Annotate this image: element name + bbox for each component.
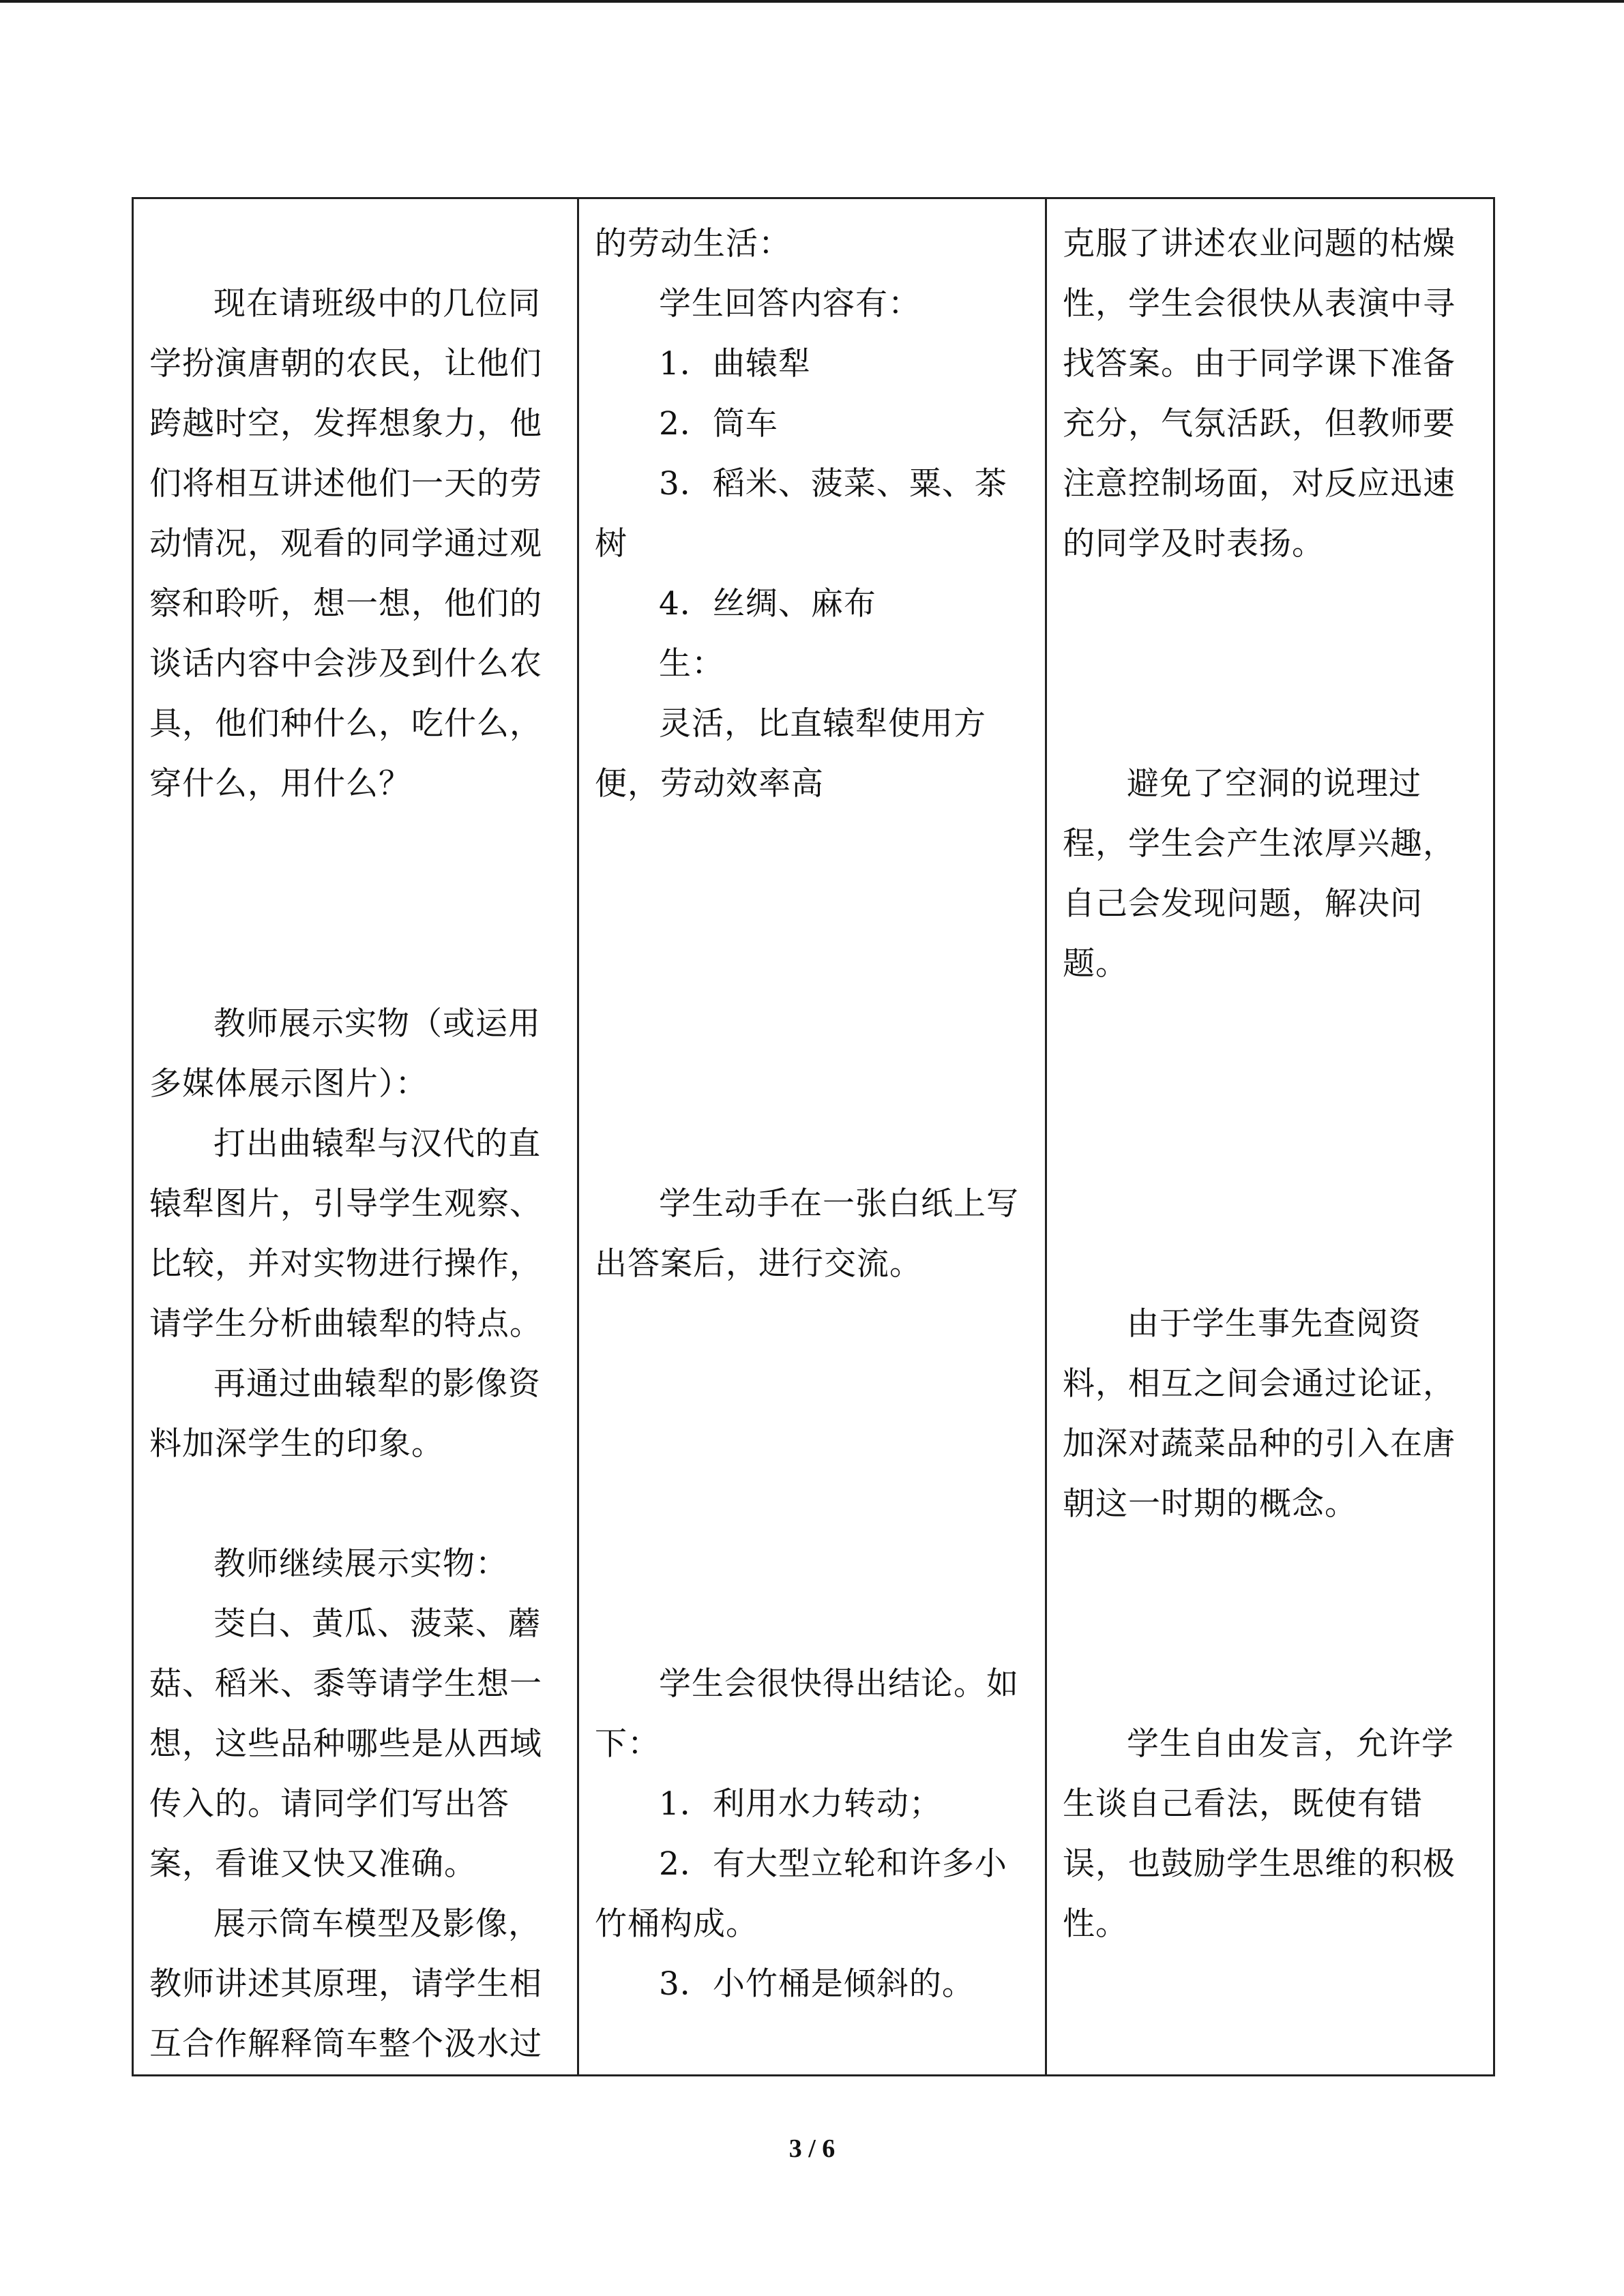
blank-line (1063, 1234, 1481, 1294)
text-line: 竹桶构成。 (595, 1905, 758, 1943)
text-line: 2．有大型立轮和许多小 (659, 1845, 1007, 1883)
text-line: 1．利用水力转动； (659, 1785, 942, 1823)
blank-line (149, 934, 565, 994)
text-line: 加深对蔬菜品种的引入在唐 (1063, 1425, 1456, 1463)
text-line: 跨越时空，发挥想象力，他 (149, 405, 542, 443)
top-border-line (0, 0, 1624, 3)
text-line: 误，也鼓励学生思维的积极 (1063, 1845, 1456, 1883)
blank-line (1063, 1654, 1481, 1714)
text-line: 学生动手在一张白纸上写 (659, 1185, 1019, 1223)
blank-line (595, 994, 1033, 1054)
table-row (133, 198, 1494, 2076)
text-line: 传入的。请同学们写出答 (149, 1785, 510, 1823)
blank-line (1063, 694, 1481, 754)
text-line: 具，他们种什么，吃什么， (149, 705, 542, 743)
text-line: 学生会很快得出结论。如 (659, 1665, 1019, 1703)
blank-line (1063, 994, 1481, 1054)
text-line: 学扮演唐朝的农民，让他们 (149, 345, 542, 383)
text-line: 题。 (1063, 945, 1128, 983)
teacher-activity-cell (133, 198, 578, 2076)
blank-line (595, 1294, 1033, 1354)
text-line: 克服了讲述农业问题的枯燥 (1063, 225, 1456, 263)
text-line: 想，这些品种哪些是从西域 (149, 1725, 542, 1763)
text-line: 充分，气氛活跃，但教师要 (1063, 405, 1456, 443)
blank-line (1063, 1054, 1481, 1114)
blank-line (595, 814, 1033, 874)
text-line: 程，学生会产生浓厚兴趣， (1063, 825, 1456, 863)
text-line: 菇、稻米、黍等请学生想一 (149, 1665, 542, 1703)
design-intent-text (1047, 199, 1493, 1954)
blank-line (595, 1534, 1033, 1594)
student-activity-text (579, 199, 1045, 2014)
blank-line (1063, 574, 1481, 634)
student-activity-cell (578, 198, 1046, 2076)
text-line: 3．稻米、菠菜、粟、茶 (659, 465, 1007, 503)
text-line: 多媒体展示图片）： (149, 1065, 428, 1103)
blank-line (595, 1414, 1033, 1474)
page-number: 3 / 6 (788, 2134, 836, 2163)
text-line: 互合作解释筒车整个汲水过 (149, 2025, 542, 2063)
text-line: 案，看谁又快又准确。 (149, 1845, 477, 1883)
text-line: 教师继续展示实物： (213, 1545, 508, 1583)
text-line: 谈话内容中会涉及到什么农 (149, 645, 542, 683)
text-line: 2．筒车 (659, 405, 778, 443)
text-line: 的劳动生活： (595, 225, 791, 263)
text-line: 避免了空洞的说理过 (1127, 765, 1421, 803)
text-line: 穿什么，用什么？ (149, 765, 411, 803)
blank-line (595, 1594, 1033, 1654)
design-intent-cell (1046, 198, 1494, 2076)
text-line: 由于学生事先查阅资 (1127, 1305, 1421, 1343)
text-line: 3．小竹桶是倾斜的。 (659, 1965, 975, 2003)
text-line: 再通过曲辕犁的影像资 (213, 1365, 541, 1403)
text-line: 树 (595, 525, 628, 563)
text-line: 便，劳动效率高 (595, 765, 824, 803)
text-line: 性。 (1063, 1905, 1128, 1943)
text-line: 们将相互讲述他们一天的劳 (149, 465, 542, 503)
text-line: 下： (595, 1725, 660, 1763)
blank-line (595, 1474, 1033, 1534)
text-line: 教师展示实物（或运用 (213, 1005, 541, 1043)
text-line: 教师讲述其原理，请学生相 (149, 1965, 542, 2003)
teacher-activity-text (134, 199, 577, 2074)
text-line: 动情况，观看的同学通过观 (149, 525, 542, 563)
blank-line (1063, 1174, 1481, 1234)
blank-line (595, 1354, 1033, 1414)
blank-line (149, 214, 565, 274)
text-line: 4．丝绸、麻布 (659, 585, 876, 623)
text-line: 生谈自己看法，既使有错 (1063, 1785, 1423, 1823)
text-line: 打出曲辕犁与汉代的直 (213, 1125, 541, 1163)
text-line: 的同学及时表扬。 (1063, 525, 1325, 563)
text-line: 自己会发现问题，解决问 (1063, 885, 1423, 923)
blank-line (595, 1054, 1033, 1114)
text-line: 灵活，比直辕犁使用方 (659, 705, 986, 743)
text-line: 性，学生会很快从表演中寻 (1063, 285, 1456, 323)
blank-line (595, 874, 1033, 934)
text-line: 料加深学生的印象。 (149, 1425, 444, 1463)
blank-line (1063, 1534, 1481, 1594)
text-line: 出答案后，进行交流。 (595, 1245, 922, 1283)
text-line: 注意控制场面，对反应迅速 (1063, 465, 1456, 503)
blank-line (1063, 1594, 1481, 1654)
blank-line (149, 874, 565, 934)
blank-line (595, 934, 1033, 994)
text-line: 学生回答内容有： (659, 285, 921, 323)
text-line: 察和聆听，想一想，他们的 (149, 585, 542, 623)
text-line: 学生自由发言，允许学 (1127, 1725, 1454, 1763)
text-line: 朝这一时期的概念。 (1063, 1485, 1357, 1523)
text-line: 现在请班级中的几位同 (213, 285, 541, 323)
text-line: 辕犁图片，引导学生观察、 (149, 1185, 542, 1223)
text-line: 比较，并对实物进行操作， (149, 1245, 542, 1283)
blank-line (1063, 1114, 1481, 1174)
blank-line (595, 1114, 1033, 1174)
text-line: 请学生分析曲辕犁的特点。 (149, 1305, 542, 1343)
blank-line (1063, 634, 1481, 694)
lesson-plan-table (132, 197, 1495, 2076)
text-line: 生： (659, 645, 724, 683)
blank-line (149, 1474, 565, 1534)
text-line: 找答案。由于同学课下准备 (1063, 345, 1456, 383)
text-line: 1．曲辕犁 (659, 345, 811, 383)
text-line: 茭白、黄瓜、菠菜、蘑 (213, 1605, 541, 1643)
text-line: 料，相互之间会通过论证， (1063, 1365, 1456, 1403)
blank-line (149, 814, 565, 874)
text-line: 展示筒车模型及影像， (213, 1905, 541, 1943)
